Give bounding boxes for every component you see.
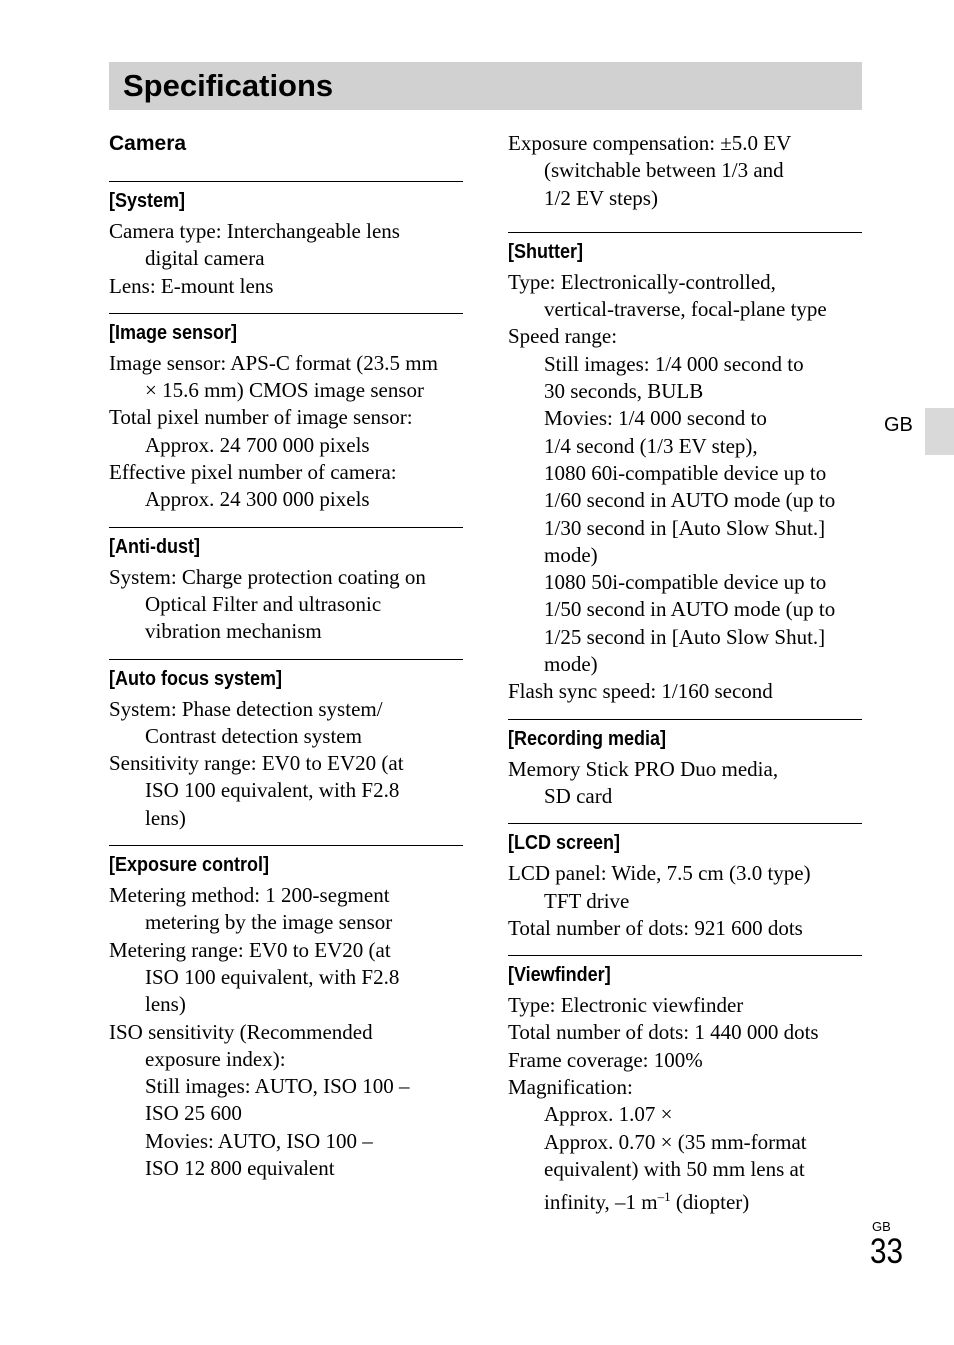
section-heading: [Viewfinder] [508,964,611,987]
spec-line: Movies: AUTO, ISO 100 – [145,1128,373,1153]
spec-line: Camera type: Interchangeable lens [109,219,400,243]
side-tab-label: GB [884,414,913,436]
spec-line: Speed range: [508,324,618,349]
diopter-exponent: –1 [657,1189,671,1205]
page-region-label: GB [872,1219,891,1234]
spec-line: System: Charge protection coating on [109,564,426,589]
page-title-bar [109,62,862,110]
spec-line: Total number of dots: 921 600 dots [508,915,803,940]
right-column [508,130,862,1230]
spec-line: Approx. 0.70 × (35 mm-format [544,1129,807,1154]
spec-line: Movies: 1/4 000 second to [544,406,767,431]
spec-line: LCD panel: Wide, 7.5 cm (3.0 type) [508,861,811,886]
spec-line: vibration mechanism [145,619,322,644]
spec-line: Type: Electronic viewfinder [508,993,744,1018]
spec-line: Metering method: 1 200-segment [109,883,390,908]
side-tab-marker [925,408,954,455]
spec-line: Lens: E-mount lens [109,273,274,298]
camera-heading: Camera [109,132,187,155]
page-title: Specifications [123,68,334,103]
spec-line: digital camera [145,246,265,271]
spec-line: ISO sensitivity (Recommended [109,1019,373,1044]
spec-line: Optical Filter and ultrasonic [145,591,382,616]
spec-line: × 15.6 mm) CMOS image sensor [145,378,424,403]
spec-line: 1/60 second in AUTO mode (up to [544,488,836,513]
spec-line: Approx. 24 300 000 pixels [145,487,370,512]
spec-line: 1/2 EV steps) [544,185,658,210]
section-heading: [LCD screen] [508,832,621,855]
spec-line: Type: Electronically-controlled, [508,269,776,294]
diopter-text: infinity, –1 m [544,1190,658,1215]
spec-line: Contrast detection system [145,723,362,748]
spec-section [109,845,463,1182]
spec-section [109,659,463,832]
section-heading: [Recording media] [508,727,667,750]
spec-line: ISO 100 equivalent, with F2.8 [145,964,400,989]
spec-section [508,955,862,1216]
spec-section [109,527,463,646]
spec-line: 1080 50i-compatible device up to [544,570,827,595]
spec-line-diopter [508,1183,862,1216]
spec-line: Total number of dots: 1 440 000 dots [508,1020,819,1045]
spec-line: System: Phase detection system/ [109,696,383,721]
spec-line: Image sensor: APS-C format (23.5 mm [109,350,438,375]
section-heading: [Anti-dust] [109,535,200,558]
spec-line: equivalent) with 50 mm lens at [544,1156,805,1181]
spec-line: Frame coverage: 100% [508,1047,703,1072]
section-heading: [Exposure control] [109,854,270,877]
spec-line: 1/30 second in [Auto Slow Shut.] [544,515,826,540]
spec-line: ISO 12 800 equivalent [145,1156,335,1181]
spec-line: Approx. 24 700 000 pixels [145,432,370,457]
spec-line: Magnification: [508,1075,633,1100]
spec-line: 1/25 second in [Auto Slow Shut.] [544,624,826,649]
spec-section [109,181,463,300]
spec-line: ISO 25 600 [145,1101,242,1126]
section-heading: [Auto focus system] [109,667,283,690]
section-heading: [Shutter] [508,240,583,263]
spec-line: Flash sync speed: 1/160 second [508,679,773,704]
spec-line: Sensitivity range: EV0 to EV20 (at [109,751,404,776]
left-column [109,130,463,1195]
spec-section [508,232,862,706]
exposure-compensation-block [508,130,862,212]
right-spec-sections [508,232,862,1217]
spec-section [508,823,862,942]
diopter-unit: (diopter) [670,1190,750,1215]
spec-line: lens) [145,992,186,1017]
spec-line: vertical-traverse, focal-plane type [544,297,827,322]
spec-section [109,313,463,514]
spec-line: Still images: AUTO, ISO 100 – [145,1074,410,1099]
spec-line: exposure index): [145,1046,286,1071]
spec-section [508,719,862,811]
left-spec-sections [109,181,463,1182]
section-heading: [System] [109,190,186,212]
spec-line: lens) [145,805,186,830]
page-number: 33 [870,1232,904,1271]
spec-line: Memory Stick PRO Duo media, [508,756,779,781]
spec-line: Metering range: EV0 to EV20 (at [109,937,391,962]
spec-line: metering by the image sensor [145,910,393,935]
spec-line: SD card [544,783,613,808]
spec-line: 1/4 second (1/3 EV step), [544,433,758,458]
spec-line: mode) [544,542,598,567]
spec-line: Total pixel number of image sensor: [109,405,413,430]
spec-line: Effective pixel number of camera: [109,460,397,485]
spec-line: Exposure compensation: ±5.0 EV [508,131,792,155]
spec-line: 1/50 second in AUTO mode (up to [544,597,836,622]
spec-line: TFT drive [544,888,630,913]
spec-line: (switchable between 1/3 and [544,158,784,183]
section-heading: [Image sensor] [109,321,238,344]
spec-line: ISO 100 equivalent, with F2.8 [145,778,400,803]
spec-line: 1080 60i-compatible device up to [544,460,827,485]
spec-line: mode) [544,652,598,677]
spec-line: Approx. 1.07 × [544,1102,673,1127]
spec-line: 30 seconds, BULB [544,379,704,404]
spec-line: Still images: 1/4 000 second to [544,351,804,376]
